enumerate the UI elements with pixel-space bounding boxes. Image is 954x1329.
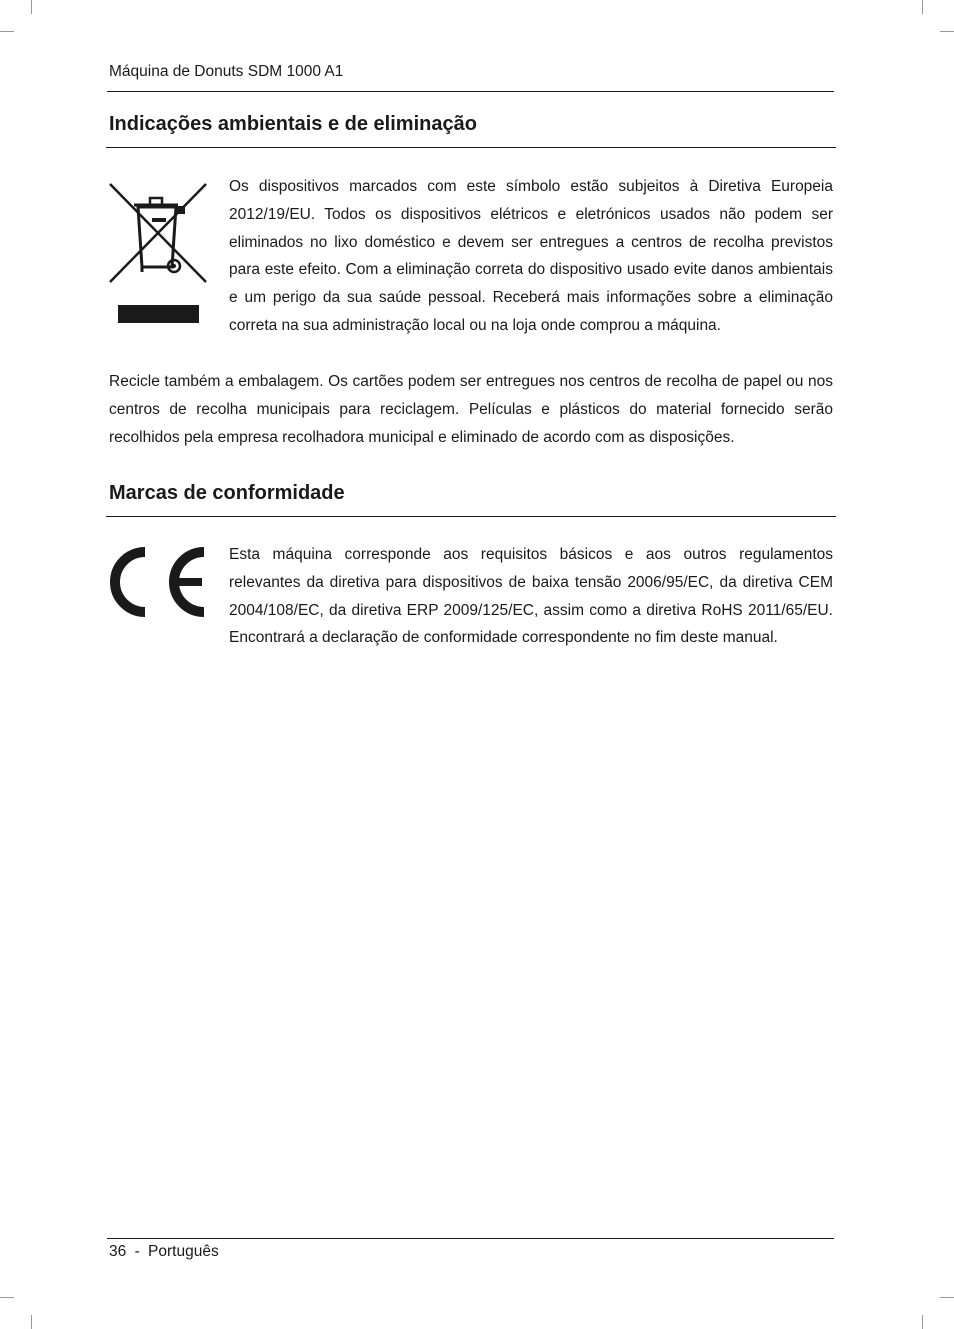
crop-mark: [940, 1297, 954, 1298]
section-rule: [106, 516, 836, 517]
footer-language: Português: [148, 1243, 219, 1260]
page-footer: [109, 1243, 219, 1261]
footer-rule: [107, 1238, 834, 1239]
crop-mark: [922, 0, 923, 14]
weee-paragraph: Os dispositivos marcados com este símbolo estão subjeitos à Diretiva Europeia 2012/19/EU. Todos os dispositivos elétricos e eletrónicos usados não podem ser eliminados no lixo doméstico e devem ser entregues a centros de recolha previstos para este efeito. Com a eliminação correta do dispositivo usado evite danos ambientais e um perigo da sua saúde pessoal. Receberá mais informações sobre a eliminação correta na sua administração local ou na loja onde comprou a máquina.: [229, 178, 833, 334]
conformity-paragraph: Esta máquina corresponde aos requisitos básicos e aos outros regulamentos relevantes da diretiva para dispositivos de baixa tensão 2006/95/EC, da diretiva CEM 2004/108/EC, da diretiva ERP 2009/125/EC, assim como a diretiva RoHS 2011/65/EU. Encontrará a declaração de conformidade correspondente no fim deste manual.: [229, 546, 833, 647]
running-header: Máquina de Donuts SDM 1000 A1: [109, 63, 344, 80]
section-rule: [106, 147, 836, 148]
footer-separator: -: [134, 1243, 140, 1260]
crop-mark: [0, 1297, 14, 1298]
ce-mark-icon: [108, 545, 208, 619]
crossed-out-wheelie-bin-icon: [108, 180, 210, 326]
packaging-paragraph: Recicle também a embalagem. Os cartões podem ser entregues nos centros de recolha de papel ou nos centros de recolha municipais para reciclagem. Películas e plásticos do material fornecido serão recolhidos pela empresa recolhadora municipal e eliminado de acordo com as disposições.: [109, 373, 833, 446]
crop-mark: [922, 1315, 923, 1329]
section-heading-conformity: Marcas de conformidade: [109, 482, 345, 504]
crop-mark: [31, 1315, 32, 1329]
crop-mark: [0, 31, 14, 32]
crop-mark: [31, 0, 32, 14]
crop-mark: [940, 31, 954, 32]
header-rule: [107, 91, 834, 92]
section-heading-environment: Indicações ambientais e de eliminação: [109, 113, 477, 135]
page-number: 36: [109, 1243, 127, 1260]
